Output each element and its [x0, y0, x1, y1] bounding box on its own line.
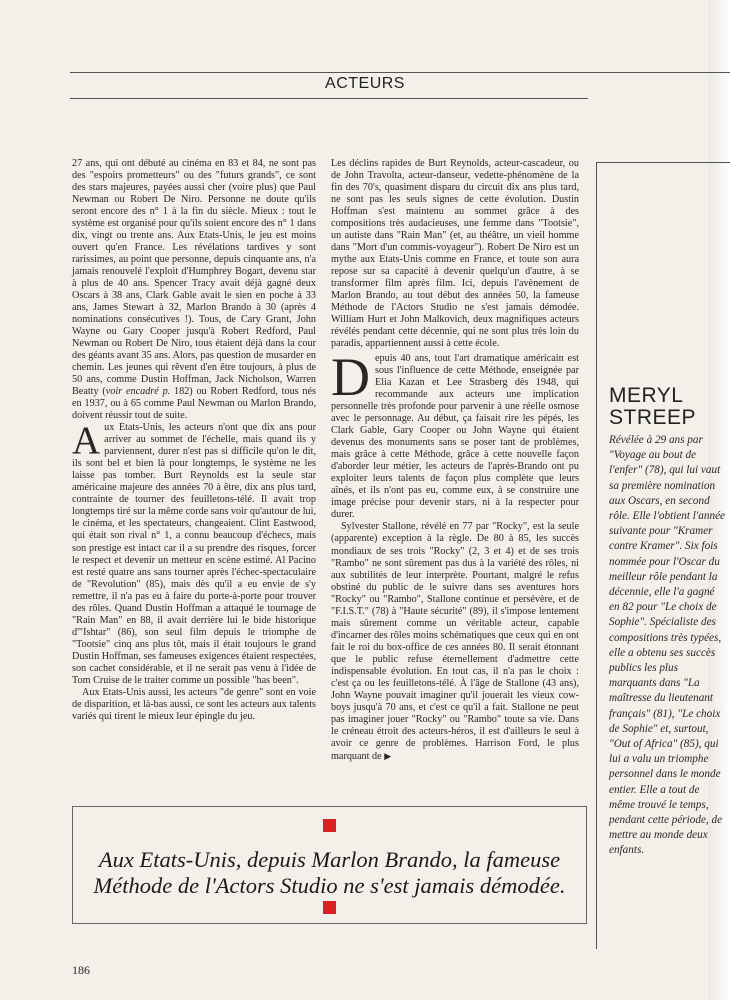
sidebar-text: Révélée à 29 ans par "Voyage au bout de l'enfer" (78), qui lui vaut sa première nomination aux Oscars, en second rôle. Elle l'obtient l'année suivante pour "Kramer contre Kramer". Six fois nommée pour l'Oscar du meilleur rôle pendant la décennie, elle l'a gagné en 82 pour "Le choix de Sophie". Spécialiste des compositions très typées, elle a obtenu ses succès publics les plus marquants dans "La maîtresse du lieutenant français" (81), "Le choix de Sophie" et, surtout, "Out of Africa" (85), qui lui a valu un triomphe personnel dans le monde entier. Elle a tout de même trouvé le temps, pendant cette période, de mettre au monde deux enfants. — [609, 434, 726, 857]
section-title: ACTEURS — [325, 75, 405, 92]
header-rule-bottom — [70, 98, 588, 99]
article-paragraph: Sylvester Stallone, révélé en 77 par "Rocky", est la seule (apparente) exception à la règle. De 80 à 85, les succès mondiaux de ses trois "Rocky" (2, 3 et 4) et de ses trois "Rambo" ne sont sûrement pas dus à la variété des rôles, ni aux subtilités de leur interprète. Pourtant, malgré le refus obstiné du public de le suivre dans ses aventures hors "Rocky" ou "Rambo", Stallone continue et persévère, et de "F.I.S.T." (78) à "Haute sécurité" (89), il s'impose lentement mais sûrement comme un véritable acteur, capable d'incarner des rôles moins schématiques que ceux qui en ont fait le roi du box-office de ces années 80. Il serait étonnant que le public refuse éternellement d'admettre cette indispensable évolution. En tout cas, il n'a pas le choix : c'est ça ou les feuilletons-télé. À l'âge de Stallone (43 ans), John Wayne pouvait imaginer qu'il jouerait les vieux cow-boys jusqu'à 70 ans, et c'est ce qu'il a fait. Stallone ne peut pas imaginer jouer "Rocky" ou "Rambo" toute sa vie. Dans le créneau étroit des acteurs-héros, il est d'ailleurs le seul à avoir ce genre de problèmes. Harrison Ford, le plus marquant de ▶ — [331, 521, 579, 762]
sidebar-box — [596, 162, 730, 949]
article-paragraph: Depuis 40 ans, tout l'art dramatique américain est sous l'influence de cette Méthode, enseignée par Elia Kazan et Lee Strasberg dès 1948, qui recommande aux acteurs une implication personnelle très profonde pour parvenir à une réelle osmose avec le personnage. Au début, ça faisait rire les pépés, les Clark Gable, Gary Cooper ou John Wayne qui étaient devenus des monuments sans se poser tant de problèmes, mais grâce à cette Méthode, grâce à cette nouvelle façon d'aborder leur métier, les acteurs de l'après-Brando ont pu exploiter leurs talents de façon plus complète que leurs aînés, et ils n'ont pas eu, comme eux, à se construire une image précise pour devenir stars, ni à la respecter pour durer. — [331, 347, 579, 521]
article-column-middle — [331, 158, 579, 763]
drop-cap: A — [72, 419, 101, 463]
sidebar-title: MERYL STREEP — [609, 384, 697, 429]
red-square-icon — [323, 901, 336, 914]
pull-quote-box — [72, 806, 587, 924]
article-paragraph: Aux Etats-Unis, les acteurs n'ont que dix ans pour arriver au sommet de l'échelle, mais quand ils y parviennent, durer n'est pas si difficile qu'on le dit, ils sont bel et bien là pour longtemps, le système ne les laisse pas tomber. Burt Reynolds est la seule star américaine majeure des années 70 à être, dix ans plus tard, contrainte de tourner des feuilletons-télé. Il avait trop longtemps tiré sur la même corde sans voir qu'autour de lui, le cinéma, et les spectateurs, changeaient. Clint Eastwood, qui était son rival n° 1, a connu beaucoup d'échecs, mais son prestige est intact car il a su prendre des risques, forcer le respect et devenir un metteur en scène estimé. Al Pacino est resté quatre ans sans tourner après l'échec-spectaculaire de "Revolution" (85), mais dès qu'il a eu envie de s'y remettre, il n'a pas eu à faire du porte-à-porte pour trouver des rôles. Quand Dustin Hoffman a attaqué le tournage de "Rain Man" en 88, il avait derrière lui le bide historique d'"Ishtar" (86), son seul film depuis le triomphe de "Tootsie" cinq ans plus tôt, mais il était toujours le grand Dustin Hoffman, ses fameuses exigences étaient respectées, son cachet considérable, et il ne serait pas venu à l'idée de Tom Cruise de le traiter comme un possible "has been". — [72, 419, 316, 686]
article-paragraph: 27 ans, qui ont débuté au cinéma en 83 et 84, ne sont pas des "espoirs prometteurs" ou des "futurs grands", ce sont des stars majeures, payées aussi cher (voire plus) que Paul Newman ou Robert De Niro. Personne ne doute qu'ils seront encore des n° 1 à la fin du siècle. Mieux : tout le système est organisé pour qu'ils soient encore des n° 1 dans dix, vingt ou trente ans. Aux Etats-Unis, le jeu est moins ouvert qu'en France. Les révélations tardives y sont rarissimes, au point que personne, depuis cinquante ans, n'a jamais renouvelé l'exploit d'Humphrey Bogart, devenu star à plus de 40 ans. Spencer Tracy avait déjà gagné deux Oscars à 38 ans, Clark Gable avait le sien en poche à 33 ans, James Stewart à 32, Marlon Brando à 30 (après 4 nominations consécutives !). Tous, de Cary Grant, John Wayne ou Gary Cooper jusqu'à Robert Redford, Paul Newman ou Robert De Niro, tous étaient déjà dans la cour des géants avant 35 ans. Alors, pas question de musarder en chemin. Les jeunes qui rêvent d'en être toujours, à plus de 50 ans, comme Dustin Hoffman, Jack Nicholson, Warren Beatty (voir encadré p. 182) ou Robert Redford, tous nés en 1937, ou à 65 comme Paul Newman ou Marlon Brando, doivent réussir tout de suite. — [72, 158, 316, 422]
page-number: 186 — [72, 963, 90, 977]
article-paragraph: Aux Etats-Unis aussi, les acteurs "de genre" sont en voie de disparition, et là-bas aussi, ce sont les acteurs aux talents variés qui tirent le mieux leur épingle du jeu. — [72, 686, 316, 722]
article-paragraph: Les déclins rapides de Burt Reynolds, acteur-cascadeur, ou de John Travolta, acteur-danseur, vedette-phénomène de la fin des 70's, quasiment disparu du circuit dix ans plus tard, ne sont pas les seuls signes de cette évolution. Dustin Hoffman s'est maintenu au sommet grâce à des compositions très audacieuses, une femme dans "Tootsie", un autiste dans "Rain Man" (et, au théâtre, un vieil homme dans "Mort d'un commis-voyageur"). Robert De Niro est un mythe aux Etats-Unis comme en France, et toute son aura repose sur sa capacité à devenir quelqu'un d'autre, à se transformer film après film. Ici, depuis l'avènement de Marlon Brando, au tout début des années 50, la fameuse Méthode de l'Actors Studio ne s'est jamais démodée. William Hurt et John Malkovich, deux magnifiques acteurs révélés pendant cette décennie, qui ne sont plus très loin du paradis, appartiennent aussi à cette école. — [331, 158, 579, 350]
pull-quote-text: Aux Etats-Unis, depuis Marlon Brando, la fameuse Méthode de l'Actors Studio ne s'est jamais démodée. — [93, 847, 566, 898]
red-square-icon — [323, 819, 336, 832]
header-rule-top — [70, 72, 730, 73]
drop-cap: D — [331, 347, 370, 408]
article-column-left — [72, 158, 316, 723]
continue-arrow-icon: ▶ — [384, 750, 392, 761]
